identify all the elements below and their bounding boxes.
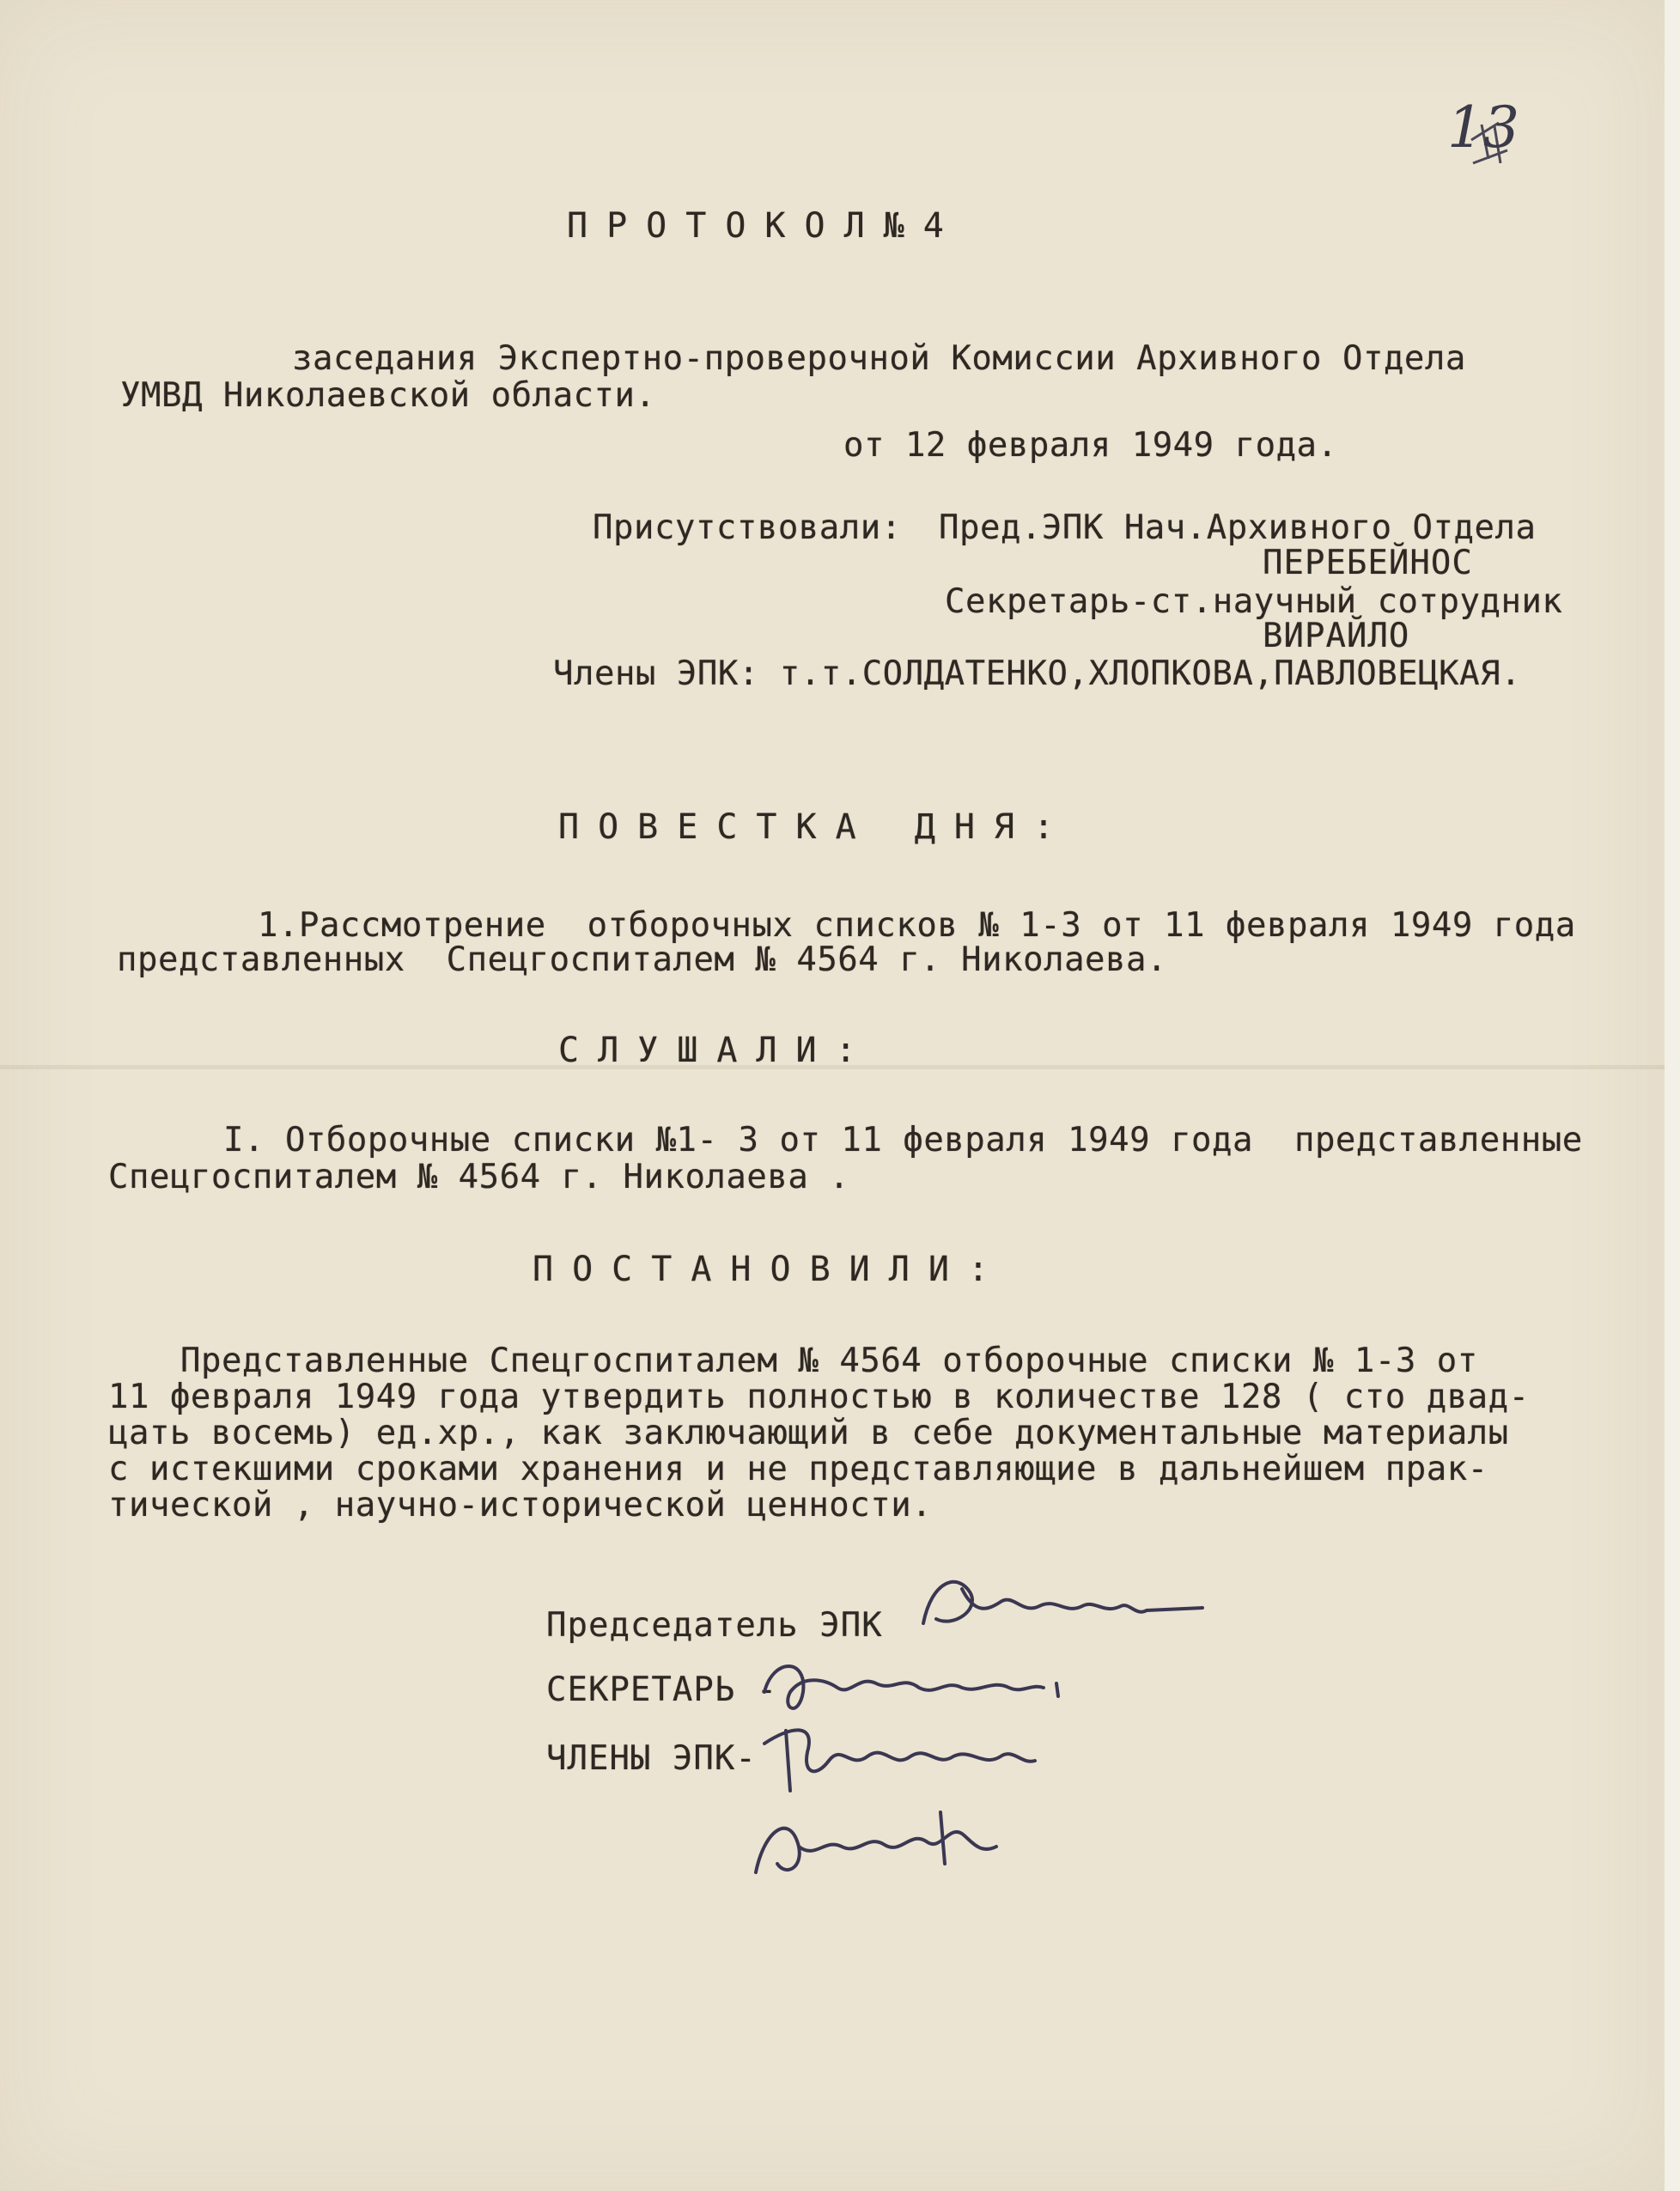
agenda-item-line-1: 1.Рассмотрение отборочных списков № 1-3 от 11 февраля 1949 года <box>258 906 1576 945</box>
heard-item-line-2: Спецгоспиталем № 4564 г. Николаева . <box>108 1158 850 1196</box>
secretary-signature-label: СЕКРЕТАРЬ - <box>546 1671 778 1709</box>
subtitle-line-1: заседания Экспертно-проверочной Комиссии Архивного Отдела <box>292 339 1466 378</box>
heard-item-line-1: I. Отборочные списки №1- 3 от 11 февраля 1949 года представленные <box>223 1121 1583 1159</box>
member-signature-1 <box>756 1709 1048 1804</box>
resolution-line-5: тической , научно-исторической ценности. <box>108 1486 933 1525</box>
chair-role: Пред.ЭПК Нач.Архивного Отдела <box>939 508 1537 547</box>
secretary-name: ВИРАЙЛО <box>1263 617 1410 655</box>
resolution-line-3: цать восемь) ед.хр., как заключающий в себе документальные материалы <box>108 1414 1509 1452</box>
document-title: ПРОТОКОЛ№4 <box>567 206 963 246</box>
heard-heading: СЛУШАЛИ: <box>558 1031 875 1070</box>
subtitle-line-2: УМВД Николаевской области. <box>120 376 656 415</box>
chair-signature-label: Председатель ЭПК <box>546 1606 883 1645</box>
present-label: Присутствовали: <box>593 508 902 547</box>
secretary-role: Секретарь-ст.научный сотрудник <box>945 582 1563 621</box>
members-signature-label: ЧЛЕНЫ ЭПК- <box>546 1739 757 1778</box>
resolution-line-1: Представленные Спецгоспиталем № 4564 отборочные списки № 1-3 от <box>180 1342 1478 1380</box>
chair-name: ПЕРЕБЕЙНОС <box>1263 544 1473 582</box>
resolution-line-4: с истекшими сроками хранения и не представляющие в дальнейшем прак- <box>108 1450 1488 1488</box>
page-edge <box>1665 0 1680 2191</box>
folio-number: 13 <box>1447 94 1519 161</box>
member-signature-2 <box>739 1795 1013 1898</box>
resolution-line-2: 11 февраля 1949 года утвердить полностью в количестве 128 ( сто двад- <box>108 1378 1530 1416</box>
resolved-heading: ПОСТАНОВИЛИ: <box>533 1250 1007 1289</box>
agenda-item-line-2: представленных Спецгоспиталем № 4564 г. Николаева. <box>117 940 1167 979</box>
meeting-date: от 12 февраля 1949 года. <box>843 426 1338 465</box>
agenda-heading: ПОВЕСТКА ДНЯ: <box>558 807 1074 847</box>
members-line: Члены ЭПК: т.т.СОЛДАТЕНКО,ХЛОПКОВА,ПАВЛОВЕЦКАЯ. <box>553 654 1522 693</box>
